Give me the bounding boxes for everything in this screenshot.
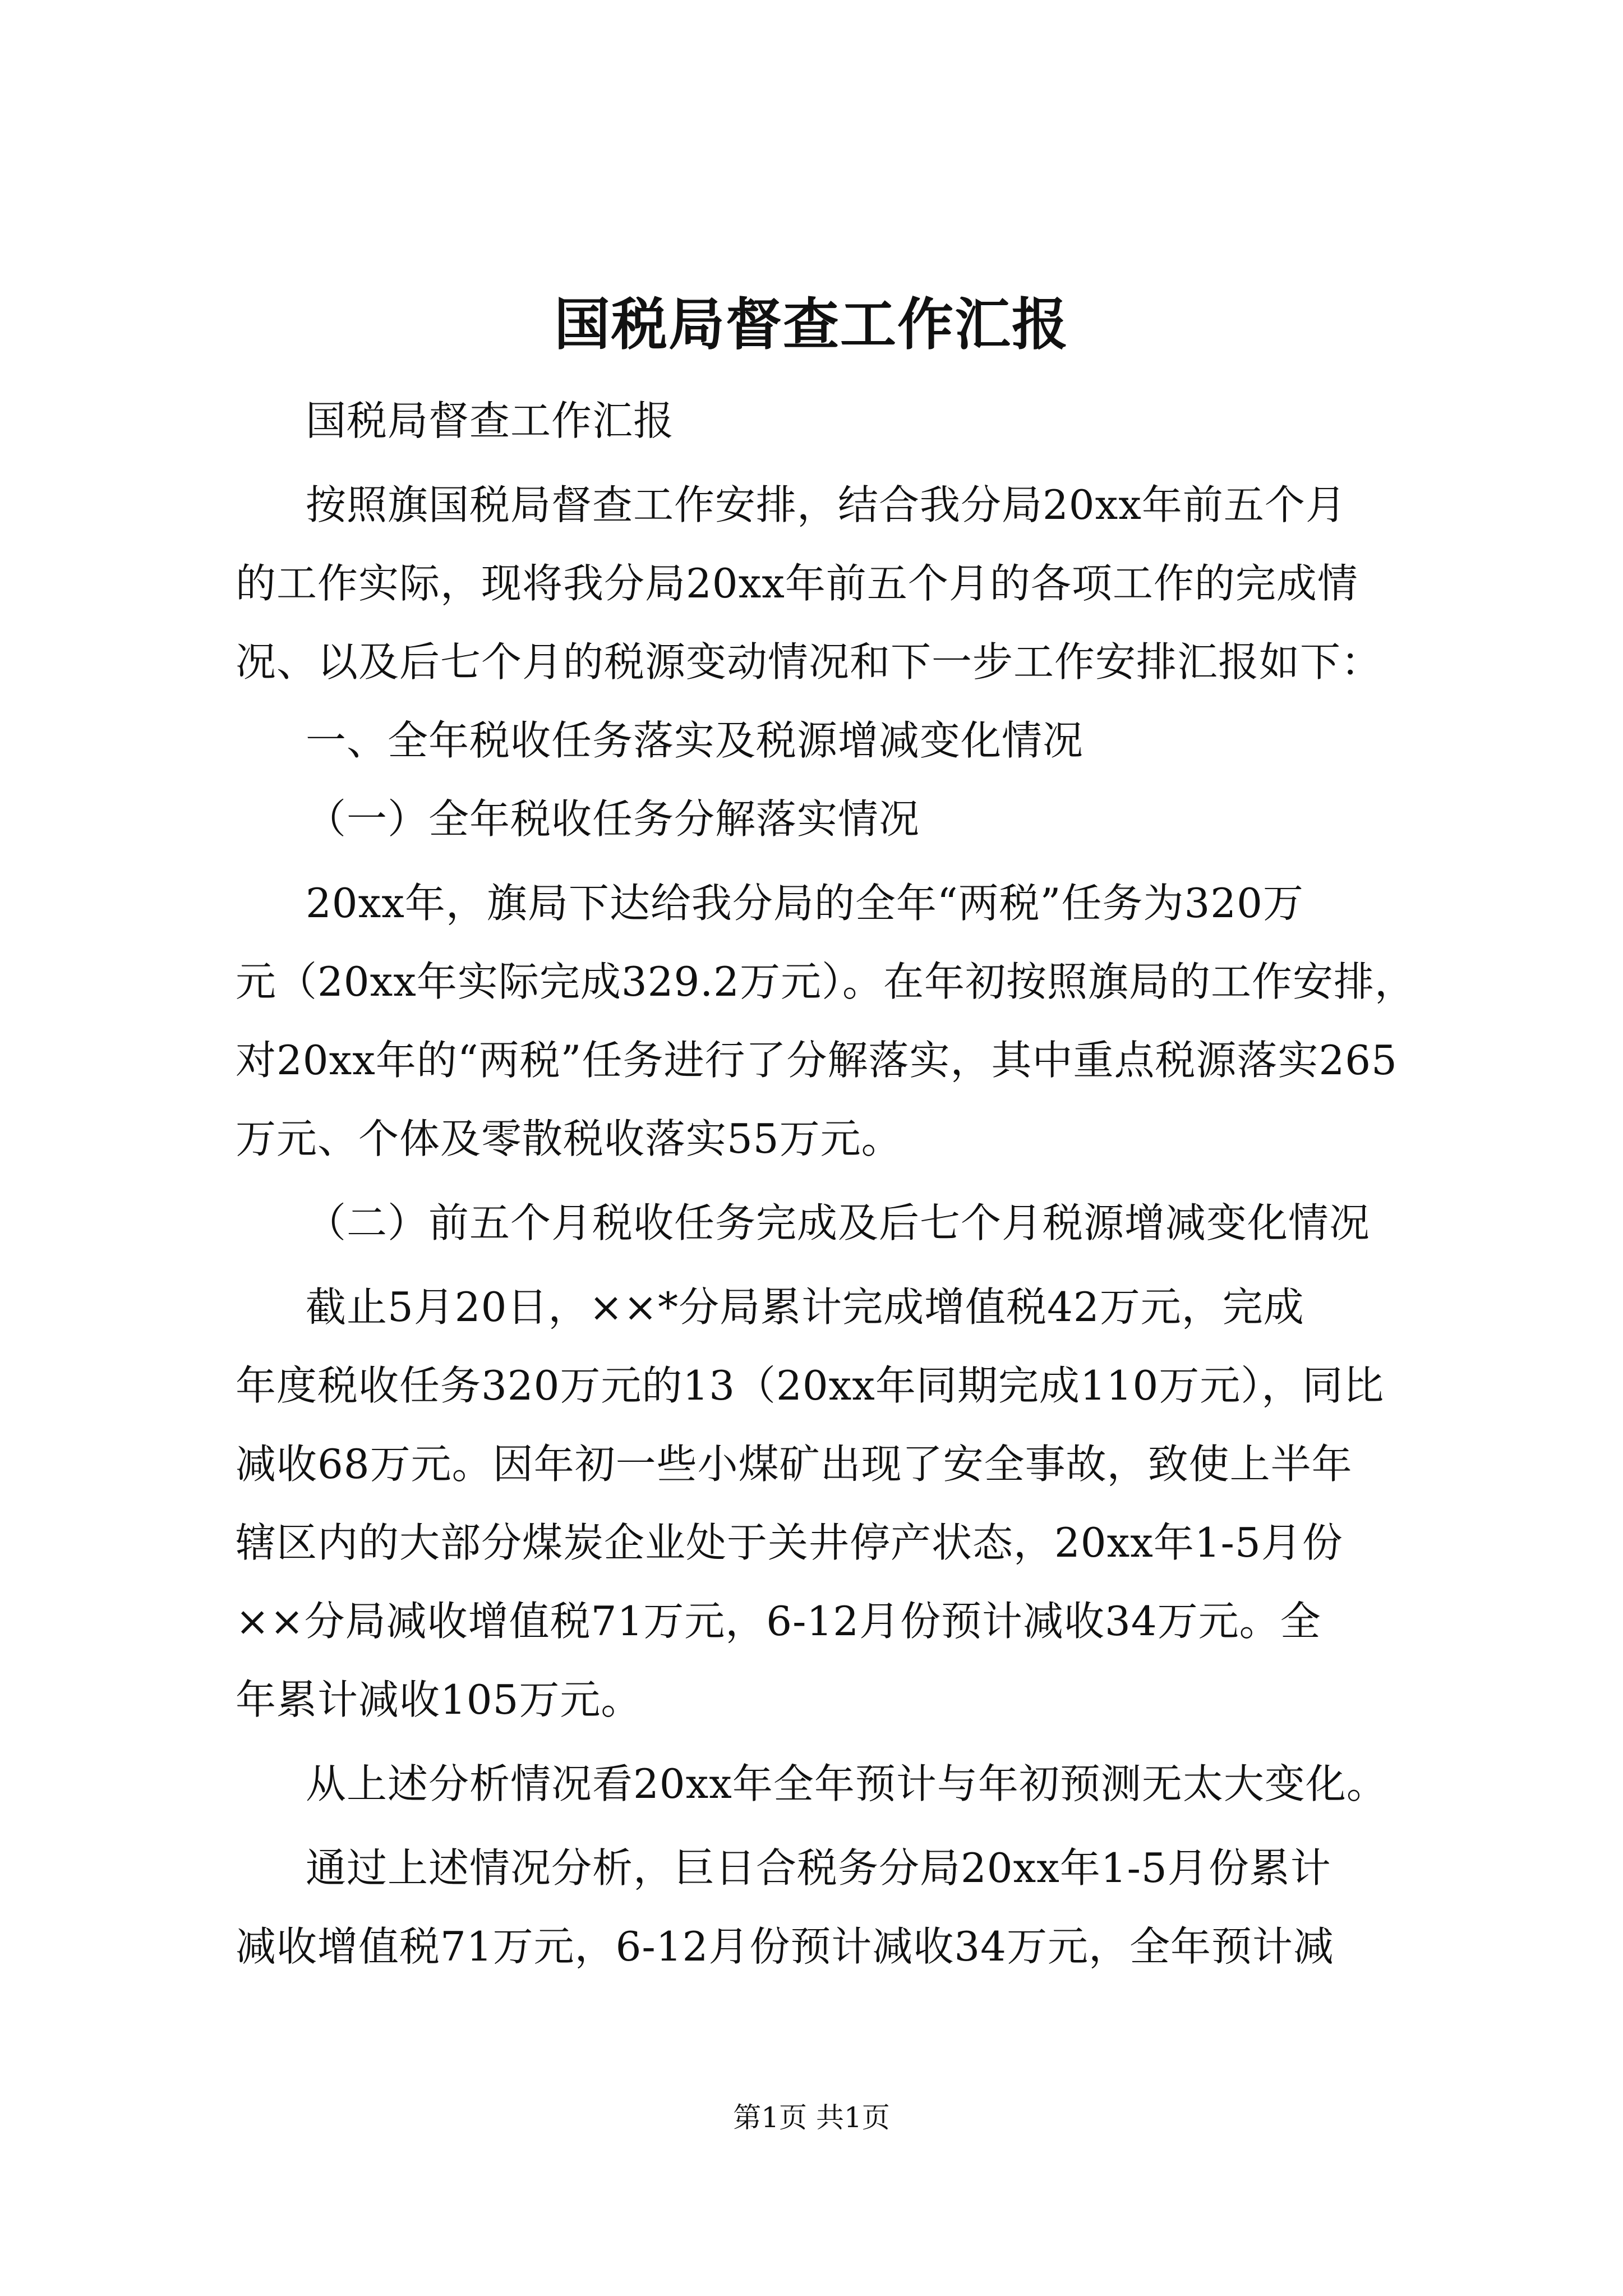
body-line: 万元、个体及零散税收落实55万元。: [236, 1115, 902, 1162]
body-line: 年累计减收105万元。: [236, 1676, 642, 1723]
body-line: 辖区内的大部分煤炭企业处于关井停产状态，20xx年1-5月份: [236, 1519, 1343, 1566]
subsection-heading: （一）全年税收任务分解落实情况: [306, 795, 920, 843]
body-line: 从上述分析情况看20xx年全年预计与年初预测无太大变化。: [306, 1760, 1387, 1807]
body-line: 年度税收任务320万元的13（20xx年同期完成110万元），同比: [236, 1362, 1385, 1409]
body-line: ××分局减收增值税71万元，6-12月份预计减收34万元。全: [236, 1598, 1321, 1645]
body-line: 通过上述情况分析，巨日合税务分局20xx年1-5月份累计: [306, 1844, 1331, 1892]
page-number-footer: 第1页 共1页: [733, 2101, 890, 2134]
body-line: 的工作实际，现将我分局20xx年前五个月的各项工作的完成情: [236, 560, 1358, 607]
body-line: 按照旗国税局督查工作安排，结合我分局20xx年前五个月: [306, 481, 1347, 528]
subsection-heading: （二）前五个月税收任务完成及后七个月税源增减变化情况: [306, 1199, 1371, 1246]
body-line: 况、以及后七个月的税源变动情况和下一步工作安排汇报如下：: [236, 638, 1382, 685]
subtitle-line: 国税局督查工作汇报: [306, 397, 675, 444]
body-line: 截止5月20日，××*分局累计完成增值税42万元，完成: [306, 1283, 1304, 1331]
body-line: 元（20xx年实际完成329.2万元）。在年初按照旗局的工作安排，: [236, 958, 1415, 1005]
section-heading: 一、全年税收任务落实及税源增减变化情况: [306, 717, 1084, 764]
body-line: 20xx年，旗局下达给我分局的全年“两税”任务为320万: [306, 880, 1304, 927]
body-line: 减收增值税71万元，6-12月份预计减收34万元，全年预计减: [236, 1923, 1334, 1970]
body-line: 对20xx年的“两税”任务进行了分解落实，其中重点税源落实265: [236, 1037, 1398, 1084]
document-title: 国税局督查工作汇报: [554, 291, 1069, 357]
body-line: 减收68万元。因年初一些小煤矿出现了安全事故，致使上半年: [236, 1441, 1353, 1488]
